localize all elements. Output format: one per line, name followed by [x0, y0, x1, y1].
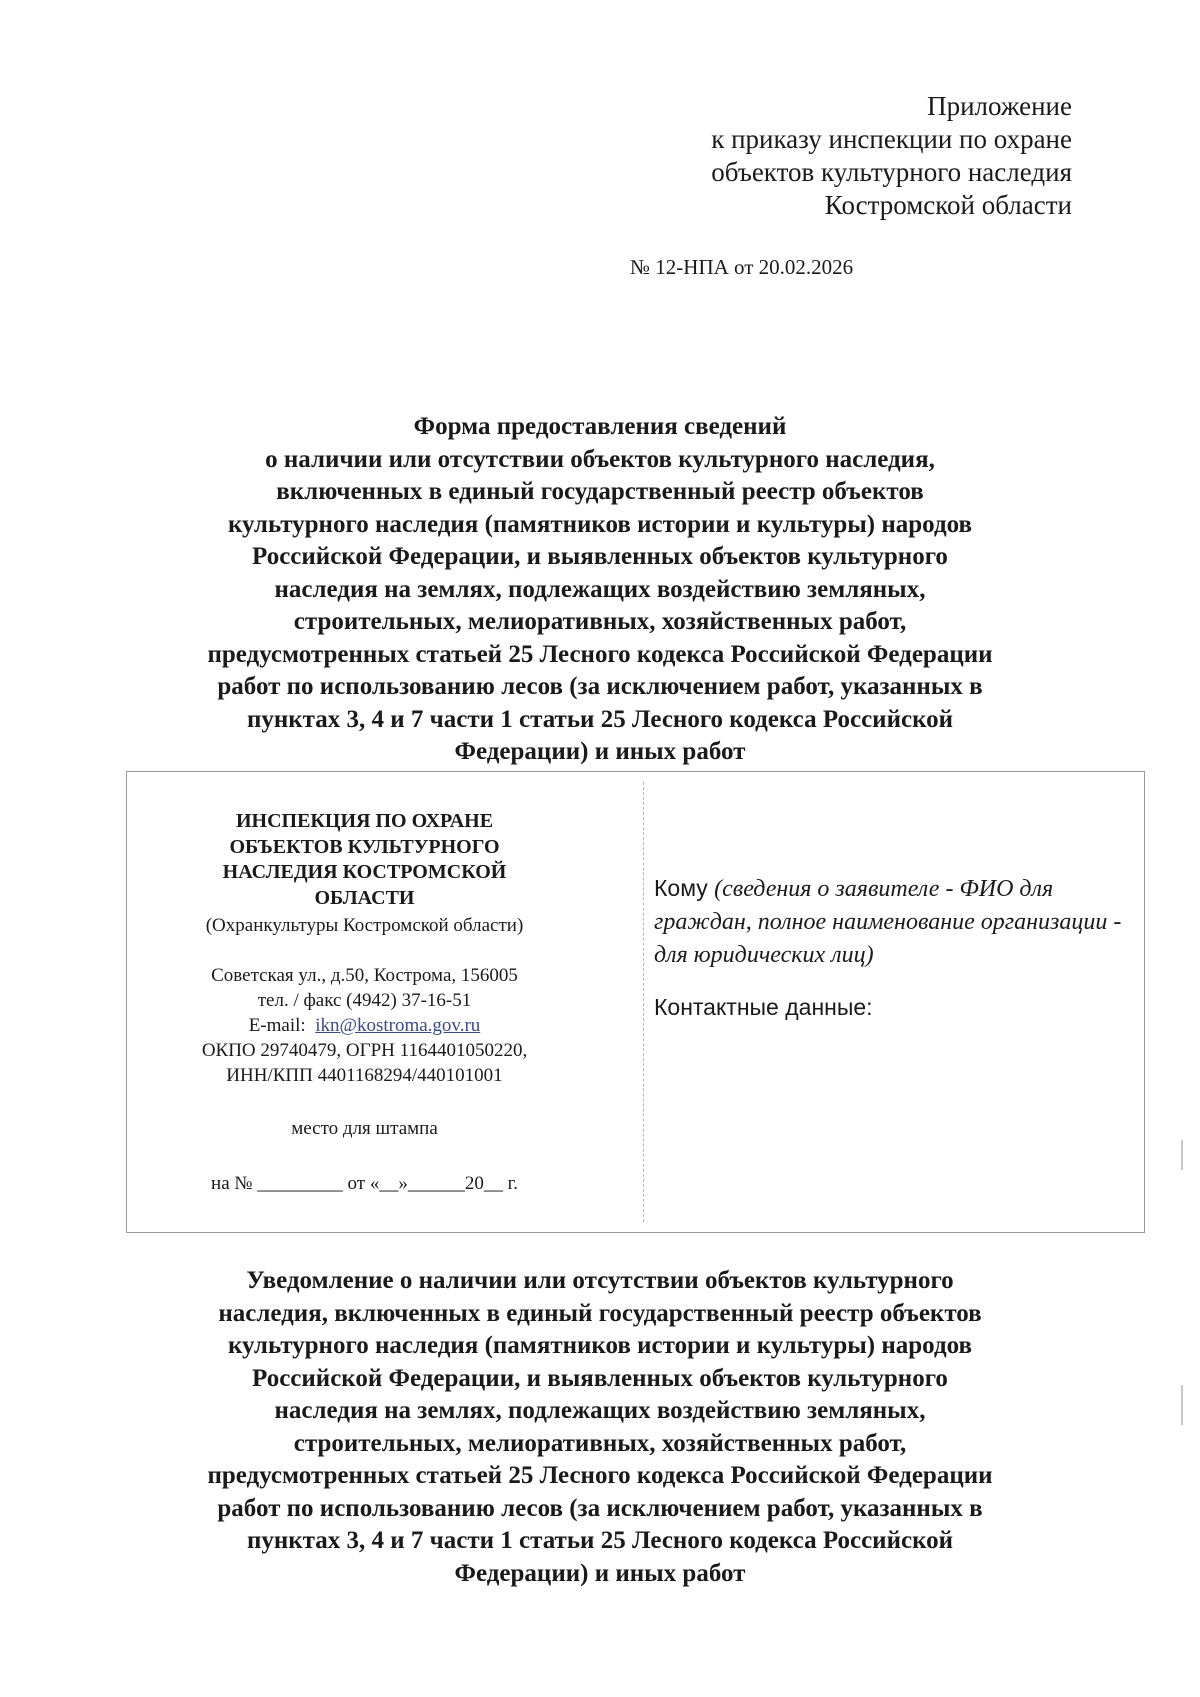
issuer-codes-2: ИНН/КПП 4401168294/440101001: [226, 1065, 503, 1086]
column-divider: [643, 782, 644, 1222]
notice-title-line: наследия, включенных в единый государственный реестр объектов: [218, 1299, 982, 1327]
notice-title-line: Российской Федерации, и выявленных объектов культурного: [252, 1364, 948, 1392]
notice-title-line: наследия на землях, подлежащих воздействию земляных,: [274, 1397, 926, 1424]
appendix-line: к приказу инспекции по охране: [711, 124, 1072, 154]
recipient-block: [654, 872, 1134, 1023]
notice-title-line: работ по использованию лесов (за исключением работ, указанных в: [217, 1494, 983, 1522]
form-title-line: наследия на землях, подлежащих воздействию земляных,: [274, 575, 926, 603]
issuer-codes-1: ОКПО 29740479, ОГРН 1164401050220,: [201, 1040, 528, 1061]
notice-title: [100, 1265, 1100, 1590]
notice-title-line: Уведомление о наличии или отсутствии объектов культурного: [246, 1267, 954, 1294]
order-number: № 12-НПА от 20.02.2026: [630, 255, 854, 279]
issuer-name-line: НАСЛЕДИЯ КОСТРОМСКОЙ: [222, 861, 507, 883]
form-title-line: предусмотренных статьей 25 Лесного кодекса Российской Федерации: [207, 640, 993, 668]
issuer-name-line: ОБЪЕКТОВ КУЛЬТУРНОГО: [229, 835, 500, 858]
issuer-block: [182, 809, 547, 1196]
form-title-line: пунктах 3, 4 и 7 части 1 статьи 25 Лесного кодекса Российской: [246, 705, 954, 733]
to-hint: (сведения о заявителе - ФИО для граждан, полное наименование организации - для юридических лиц): [654, 876, 1122, 968]
form-title-line: включенных в единый государственный реестр объектов: [276, 478, 924, 505]
form-title-line: Форма предоставления сведений: [413, 413, 787, 440]
appendix-header: [711, 90, 1072, 222]
appendix-line: объектов культурного наследия: [711, 157, 1072, 187]
notice-title-line: Федерации) и иных работ: [454, 1559, 746, 1587]
scan-artifact: [1181, 1385, 1183, 1425]
issuer-name-line: ОБЛАСТИ: [314, 886, 415, 909]
form-title: [100, 411, 1100, 769]
reference-line: на № _________ от «__»______20__ г.: [211, 1173, 518, 1194]
issuer-email-row: [182, 1013, 547, 1038]
scan-artifact: [1181, 1140, 1183, 1170]
form-title-line: Федерации) и иных работ: [454, 738, 746, 765]
notice-title-line: строительных, мелиоративных, хозяйственных работ,: [293, 1429, 907, 1457]
form-title-line: о наличии или отсутствии объектов культурного наследия,: [265, 445, 935, 473]
issuer-contacts: [182, 963, 547, 1088]
form-title-line: работ по использованию лесов (за исключением работ, указанных в: [217, 673, 983, 700]
form-title-line: строительных, мелиоративных, хозяйственных работ,: [293, 608, 907, 635]
issuer-name-line: ИНСПЕКЦИЯ ПО ОХРАНЕ: [235, 810, 494, 832]
contacts-label: Контактные данные:: [654, 994, 873, 1020]
email-label: E-mail:: [248, 1015, 306, 1036]
appendix-line: Костромской области: [824, 190, 1072, 220]
form-title-line: культурного наследия (памятников истории и культуры) народов: [227, 510, 972, 538]
letterhead-box: [126, 771, 1145, 1233]
issuer-name: [182, 809, 547, 911]
appendix-line: Приложение: [927, 91, 1072, 121]
email-link[interactable]: ikn@kostroma.gov.ru: [315, 1015, 481, 1036]
issuer-phone: тел. / факс (4942) 37-16-51: [257, 990, 472, 1011]
notice-title-line: предусмотренных статьей 25 Лесного кодекса Российской Федерации: [207, 1462, 993, 1489]
notice-title-line: пунктах 3, 4 и 7 части 1 статьи 25 Лесного кодекса Российской: [246, 1527, 954, 1554]
issuer-address: Советская ул., д.50, Кострома, 156005: [211, 965, 518, 986]
to-label: Кому: [654, 875, 708, 901]
recipient-to: [654, 872, 1134, 971]
form-title-line: Российской Федерации, и выявленных объектов культурного: [252, 543, 948, 570]
notice-title-line: культурного наследия (памятников истории и культуры) народов: [227, 1332, 972, 1359]
stamp-place: место для штампа: [291, 1118, 438, 1139]
issuer-short-name: (Охранкультуры Костромской области): [205, 915, 524, 936]
